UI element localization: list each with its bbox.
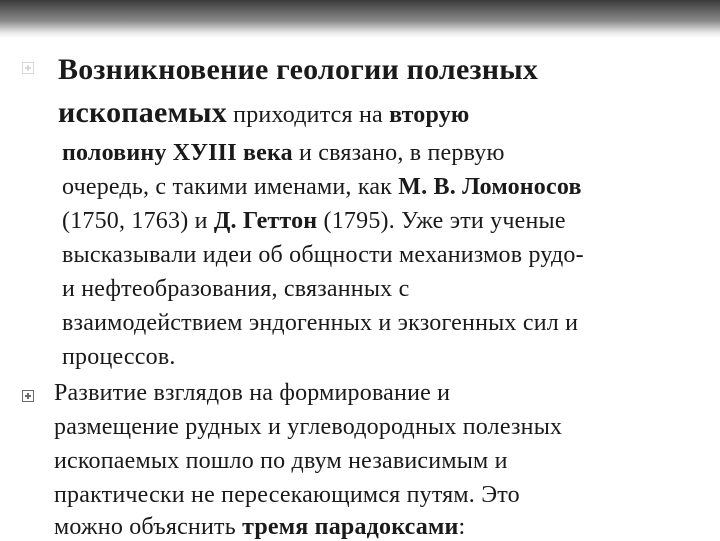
p1-line-9: процессов. (62, 344, 176, 370)
p2-line-2: размещение рудных и углеводородных полезных (54, 414, 563, 440)
p1-line-3: половину ХУIII века и связано, в первую (62, 140, 505, 166)
p1-line-8: взаимодействием эндогенных и экзогенных сил и (62, 310, 579, 336)
p1-line-6: высказывали идеи об общности механизмов рудо- (62, 242, 584, 268)
p1-line-1: Возникновение геологии полезных (58, 53, 539, 86)
p2-line-5: можно объяснить тремя парадоксами: (54, 514, 466, 540)
p2-line-1: Развитие взглядов на формирование и (54, 380, 451, 406)
p1-line-4: очередь, с такими именами, как М. В. Ломоносов (62, 174, 582, 200)
bullet-1-icon (22, 62, 34, 74)
p1-line-7: и нефтеобразования, связанных с (62, 276, 410, 302)
bullet-2-icon (22, 390, 34, 402)
p1-line-5: (1750, 1763) и Д. Геттон (1795). Уже эти ученые (62, 208, 566, 234)
p2-line-3: ископаемых пошло по двум независимым и (54, 448, 508, 474)
p2-line-4: практически не пересекающимся путям. Это (54, 482, 520, 508)
p1-line-2: ископаемых приходится на вторую (58, 96, 470, 129)
